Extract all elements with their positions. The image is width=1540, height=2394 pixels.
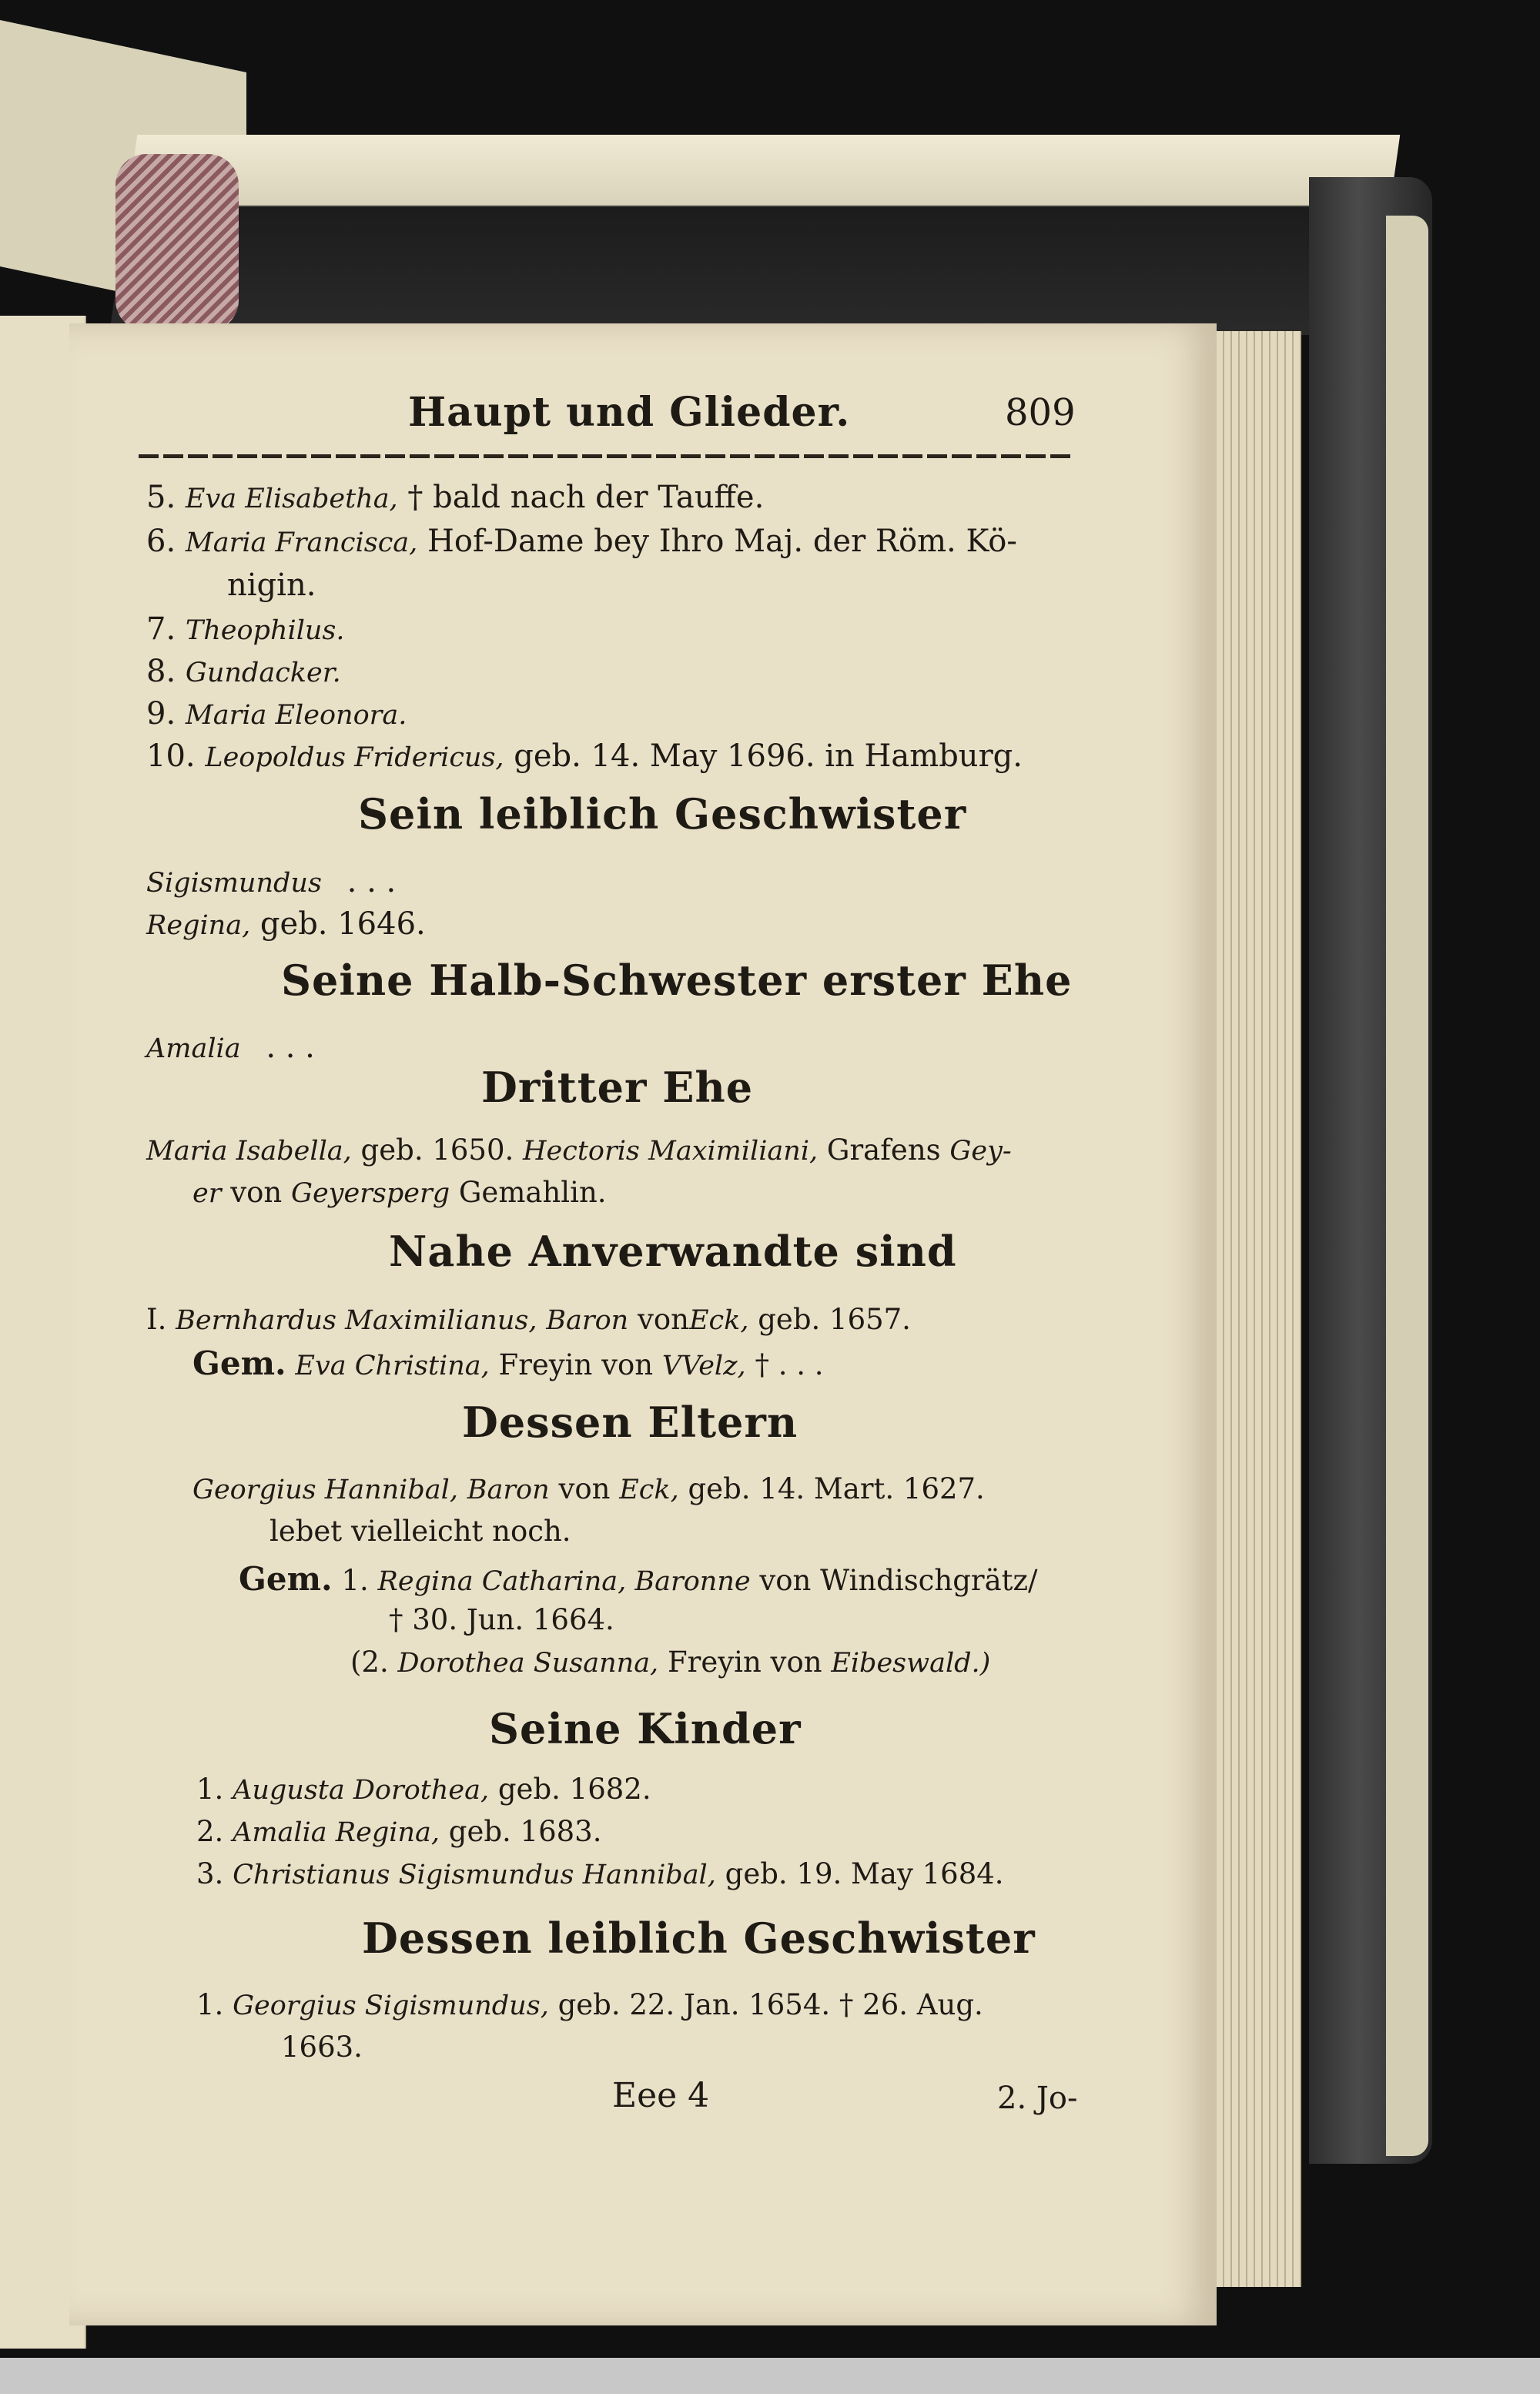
bottom-strip — [0, 2358, 1540, 2394]
his-sibling-continuation: 1663. — [281, 2031, 363, 2064]
header-rule — [139, 454, 1070, 458]
catchword: 2. Jo- — [997, 2081, 1078, 2116]
signature-mark: Eee 4 — [612, 2076, 710, 2115]
page-top-edges — [109, 135, 1401, 335]
right-cover-board — [1386, 216, 1428, 2156]
list-item: 5. Eva Elisabetha, † bald nach der Tauffe. — [146, 480, 765, 515]
list-item: 7. Theophilus. — [146, 611, 345, 647]
child-entry: 2. Amalia Regina, geb. 1683. — [196, 1815, 602, 1848]
parents-line4: † 30. Jun. 1664. — [389, 1603, 614, 1636]
half-sister-entry: Amalia . . . — [146, 1030, 315, 1065]
section-heading-children: Seine Kinder — [489, 1704, 802, 1753]
section-heading-relatives: Nahe Anverwandte sind — [389, 1227, 957, 1276]
parents-line2: lebet vielleicht noch. — [270, 1515, 571, 1548]
list-item-continuation: nigin. — [227, 568, 316, 603]
child-entry: 3. Christianus Sigismundus Hannibal, geb. 19. May 1684. — [196, 1857, 1004, 1890]
page-number: 809 — [1005, 391, 1076, 434]
relative-line1: I. Bernhardus Maximilianus, Baron vonEck, geb. 1657. — [146, 1303, 911, 1336]
parents-line5: (2. Dorothea Susanna, Freyin von Eibeswald.) — [350, 1646, 991, 1679]
page-stack-edges — [1209, 331, 1301, 2287]
headband — [116, 154, 239, 331]
section-heading-third-marriage: Dritter Ehe — [481, 1063, 754, 1112]
third-marriage-line2: er von Geyersperg Gemahlin. — [192, 1176, 607, 1209]
section-heading-parents: Dessen Eltern — [462, 1398, 798, 1447]
running-head: Haupt und Glieder. — [408, 389, 851, 436]
parents-line3: Gem. 1. Regina Catharina, Baronne von Windischgrätz/ — [239, 1560, 1038, 1598]
list-item: 6. Maria Francisca, Hof-Dame bey Ihro Maj. der Röm. Kö- — [146, 524, 1017, 559]
child-entry: 1. Augusta Dorothea, geb. 1682. — [196, 1773, 651, 1806]
sibling-entry: Sigismundus . . . — [146, 864, 397, 899]
list-item: 8. Gundacker. — [146, 654, 341, 689]
third-marriage-line1: Maria Isabella, geb. 1650. Hectoris Maximiliani, Grafens Gey- — [146, 1133, 1012, 1167]
list-item: 9. Maria Eleonora. — [146, 696, 407, 732]
his-sibling-entry: 1. Georgius Sigismundus, geb. 22. Jan. 1654. † 26. Aug. — [196, 1988, 983, 2021]
section-heading-his-siblings: Dessen leiblich Geschwister — [362, 1914, 1036, 1963]
relative-line2: Gem. Eva Christina, Freyin von VVelz, † . . . — [192, 1344, 824, 1382]
list-item: 10. Leopoldus Fridericus, geb. 14. May 1696. in Hamburg. — [146, 738, 1023, 774]
section-heading-siblings: Sein leiblich Geschwister — [358, 789, 967, 839]
parents-line1: Georgius Hannibal, Baron von Eck, geb. 14. Mart. 1627. — [192, 1472, 985, 1505]
sibling-entry: Regina, geb. 1646. — [146, 906, 426, 942]
section-heading-half-sister: Seine Halb-Schwester erster Ehe — [281, 956, 1073, 1005]
